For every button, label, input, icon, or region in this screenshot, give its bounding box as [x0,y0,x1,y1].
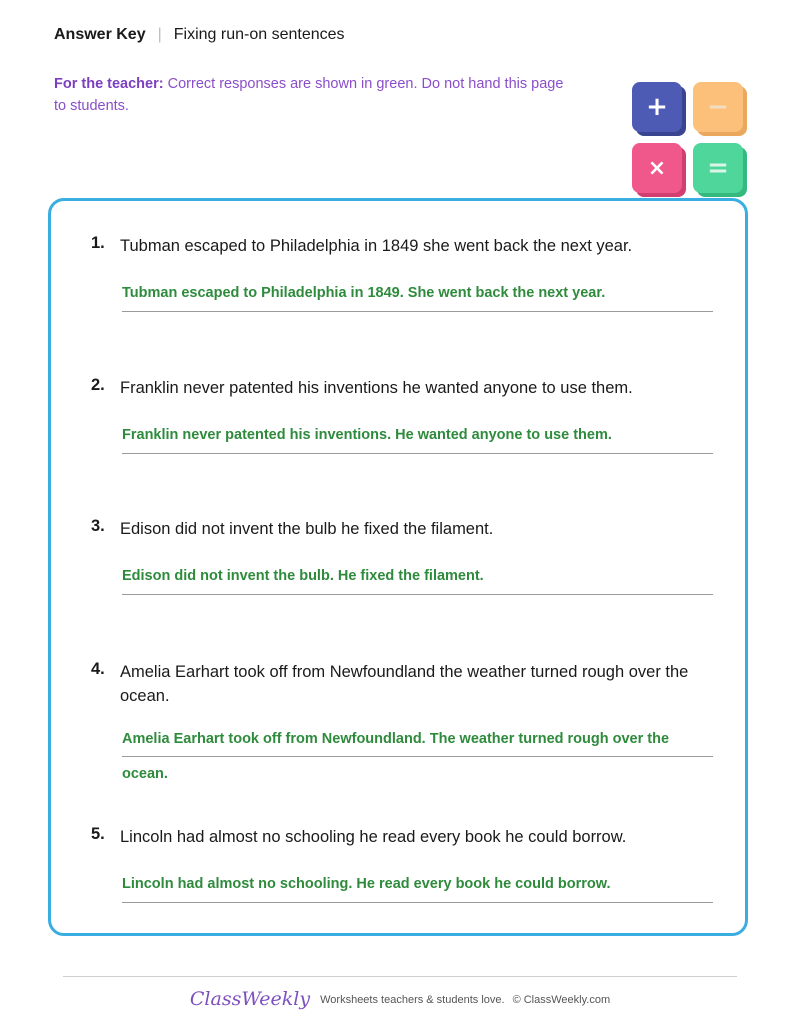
question-number: 3. [91,517,105,535]
teacher-note [54,73,574,117]
equals-icon: = [693,143,743,193]
teacher-note-label: For the teacher: [54,76,164,92]
minus-icon: − [693,82,743,132]
page-header [54,26,345,44]
answer-line-2: ocean. [122,766,168,782]
plus-icon: + [632,82,682,132]
teacher-note-text: Correct responses are shown in green. Do not hand this page to students. [54,76,564,114]
times-icon: × [632,143,682,193]
question-prompt: Franklin never patented his inventions he wanted anyone to use them. [120,379,633,397]
page-footer [0,988,800,1010]
answer-text: Lincoln had almost no schooling. He read every book he could borrow. [122,871,713,903]
question-number: 4. [91,660,105,678]
answer-line-1: Amelia Earhart took off from Newfoundland. The weather turned rough over the [122,722,713,757]
question-3 [91,517,711,595]
question-number: 2. [91,376,105,394]
worksheet-subtitle: Fixing run-on sentences [173,26,345,43]
answer-text: Franklin never patented his inventions. He wanted anyone to use them. [122,422,713,454]
questions-card [48,198,748,936]
answer-text: Edison did not invent the bulb. He fixed the filament. [122,563,713,595]
question-prompt: Tubman escaped to Philadelphia in 1849 she went back the next year. [120,237,633,255]
header-separator: | [157,26,162,43]
question-5 [91,825,711,903]
question-1 [91,234,711,312]
answer-text: Tubman escaped to Philadelphia in 1849. She went back the next year. [122,280,713,312]
answer-text [122,722,713,791]
footer-divider [63,976,737,977]
answer-key-title: Answer Key [54,26,146,43]
question-number: 5. [91,825,105,843]
question-prompt: Amelia Earhart took off from Newfoundland the weather turned rough over the ocean. [120,663,689,705]
question-number: 1. [91,234,105,252]
question-2 [91,376,711,454]
classweekly-logo: ClassWeekly [189,988,311,1010]
footer-copyright: © ClassWeekly.com [512,994,611,1006]
question-prompt: Edison did not invent the bulb he fixed the filament. [120,520,494,538]
question-4 [91,660,711,791]
footer-tagline: Worksheets teachers & students love. [320,994,505,1006]
question-prompt: Lincoln had almost no schooling he read every book he could borrow. [120,828,627,846]
